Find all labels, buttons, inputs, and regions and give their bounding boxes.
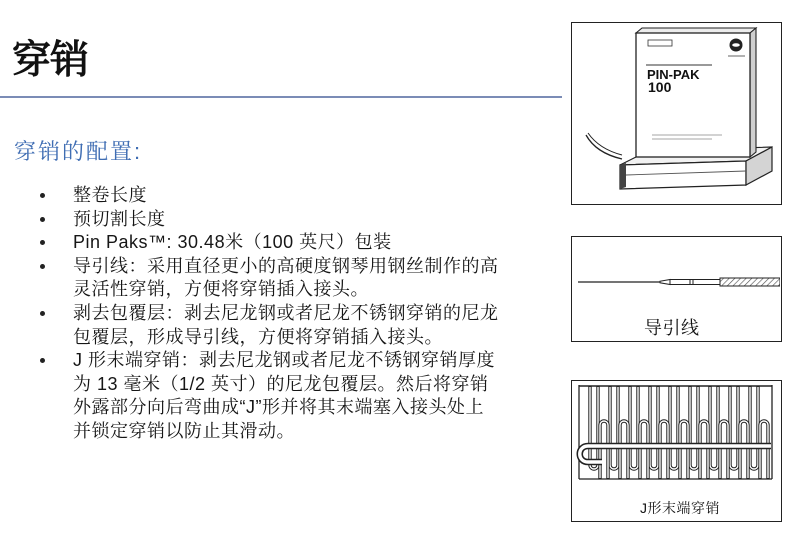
list-item-pin-paks [0,231,560,255]
box-top-face [636,28,756,33]
list-item-text: 为 13 毫米（1/2 英寸）的尼龙包覆层。然后将穿销 [73,373,489,394]
section-subtitle: 穿销的配置: [14,139,143,164]
guide-wire-taper [660,280,670,285]
list-item-text: 包覆层，形成导引线，方便将穿销插入接头。 [73,326,443,347]
list-item-text: 预切割长度 [73,208,166,229]
list-item-text: 整卷长度 [73,185,147,205]
list-item-j-end-pin [0,349,560,443]
list-item-text: 灵活性穿销，方便将穿销插入接头。 [73,279,369,300]
pin-wire [586,135,622,159]
lower-lacing-hooks-inner [600,421,768,478]
list-item-text: 并锁定穿销以防止其滑动。 [73,420,295,441]
list-item-stripped-coating [0,302,560,349]
lower-lacing-hooks [600,421,768,479]
j-end-pin-figure [571,380,782,522]
list-item-text: J 形末端穿销：剥去尼龙钢或者尼龙不锈钢穿销厚度 [73,350,495,371]
pin-pak-illustration [572,23,780,203]
list-item-text: 剥去包覆层：剥去尼龙钢或者尼龙不锈钢穿销的尼龙 [73,302,499,323]
guide-wire-caption: 导引线 [644,318,700,338]
title-underline [0,96,562,98]
bullet-marker [40,217,45,222]
pin-pak-count-label: 100 [648,79,672,95]
bullet-marker [40,358,45,363]
list-item-precut [0,208,560,232]
list-item-guide-wire [0,255,560,302]
guide-wire-figure [571,236,782,342]
bullet-marker [40,311,45,316]
nylon-covered-pin [720,278,780,286]
list-item-text: Pin Paks™: 30.48米（100 英尺）包装 [73,232,392,253]
bullet-marker [40,264,45,269]
list-item-full-roll [0,184,560,208]
list-item-text: 外露部分向后弯曲成“J”形并将其末端塞入接头处上 [73,397,484,418]
pin-pak-brand-label: PIN-PAK [647,67,700,82]
page-title: 穿销 [12,39,89,82]
brand-logo-highlight [732,43,740,47]
tray-end-strip [620,163,626,189]
list-item-text: 导引线：采用直径更小的高硬度钢琴用钢丝制作的高 [73,255,499,276]
upper-lacing-hooks [590,386,758,469]
bullet-marker [40,193,45,198]
bullet-marker [40,240,45,245]
configuration-list [0,184,560,444]
guide-wire-sleeve [670,280,720,285]
pin-pak-figure [571,22,782,205]
box-side-face [750,28,756,157]
j-end-pin-caption: J形末端穿销 [640,500,720,516]
box-front-face [636,33,750,157]
upper-lacing-hooks-inner [590,387,758,469]
